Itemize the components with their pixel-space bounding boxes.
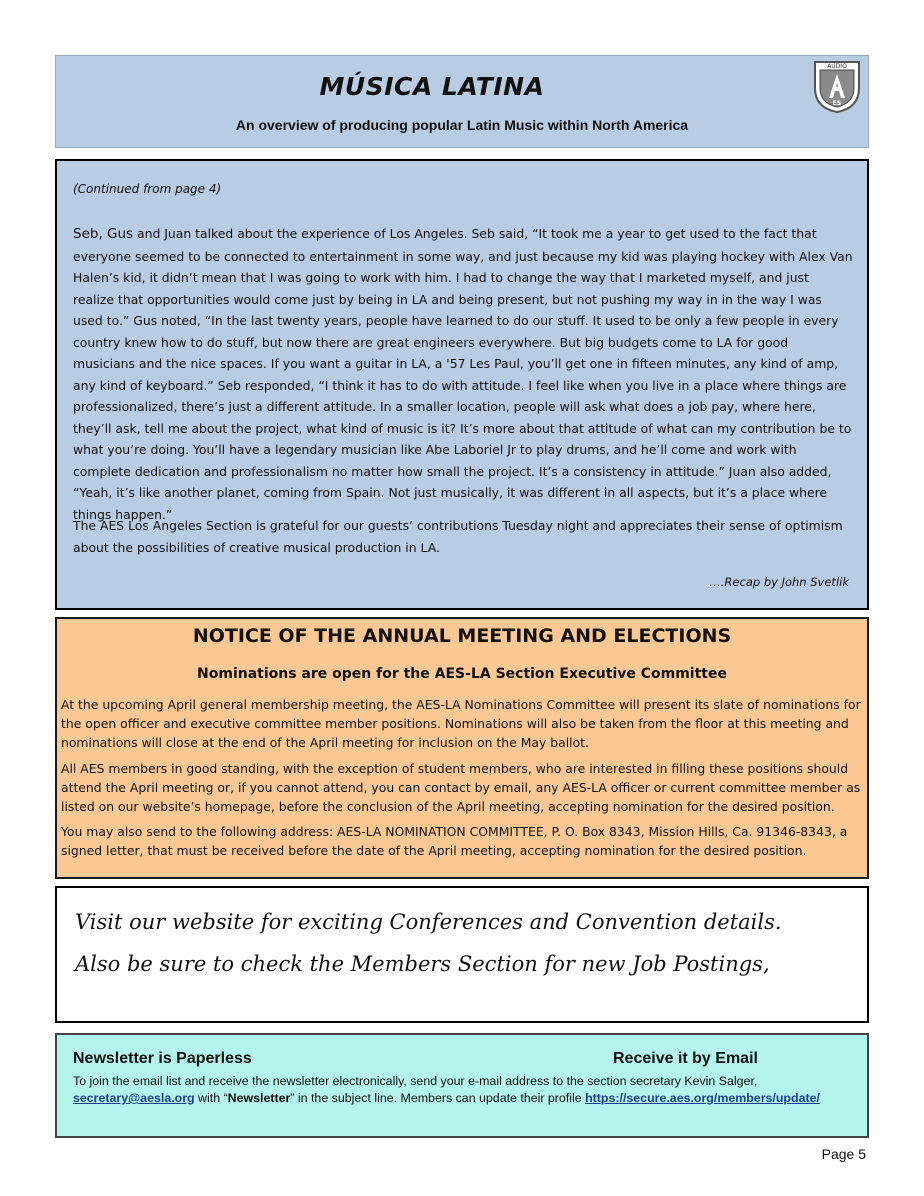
- svg-text:AUDIO: AUDIO: [827, 63, 847, 70]
- promo-line-1: Visit our website for exciting Conferences and Convention details.: [75, 910, 782, 934]
- notice-paragraph-1: At the upcoming April general membership meeting, the AES-LA Nominations Committee will present its slate of nominations for the open officer and executive committee member positions. Nominations will also be taken from the floor at this meeting and nominations will close at the end of the April meeting for inclusion on the May ballot.: [61, 697, 861, 751]
- instructions-text-3: ” in the subject line. Members can update their profile: [290, 1091, 586, 1105]
- svg-text:ES: ES: [832, 100, 842, 107]
- aes-logo-icon: [812, 58, 862, 114]
- speaker-names: Seb, Gus: [73, 226, 134, 242]
- recap-paragraph-1: [73, 223, 853, 525]
- newsletter-box: [55, 1033, 869, 1138]
- recap-paragraph-2: The AES Los Angeles Section is grateful for our guests’ contributions Tuesday night and appreciates their sense of optimism about the possibilities of creative musical production in LA.: [73, 518, 843, 555]
- recap-paragraph-1-text: and Juan talked about the experience of Los Angeles. Seb said, “It took me a year to get used to the fact that everyone seemed to be connected to entertainment in some way, and just because my kid was playing hockey with Alex Van Halen’s kid, it didn’t mean that I was going to work with him. I had to change the way that I marketed myself, and just realize that opportunities would come just by being in LA and being present, but not pushing my way in in the way I was used to.” Gus noted, “In the last twenty years, people have learned to do our stuff. It used to be only a few people in every country knew how to do stuff, but now there are great engineers everywhere. But big budgets come to LA for good musicians and the nice spaces. If you want a guitar in LA, a '57 Les Paul, you’ll get one in fifteen minutes, any kind of amp, any kind of keyboard.” Seb responded, “I think it has to do with attitude. I feel like when you live in a place where things are professionalized, there’s just a different attitude. In a smaller location, people will ask what does a job pay, where here, they’ll ask, tell me about the project, what kind of music is it? It’s more about that attitude of what can my contribution be to what you’re doing. You’ll have a legendary musician like Abe Laboriel Jr to play drums, and he’ll come and work with complete dedication and professionalism no matter how small the project. It’s a consistency in attitude.” Juan also added, “Yeah, it’s like another planet, coming from Spain. Not just musically, it was different in all aspects, but it’s a place where things happen.”: [73, 226, 853, 522]
- recap-credit: ….Recap by John Svetlik: [709, 575, 849, 589]
- annual-meeting-notice: [55, 617, 869, 879]
- recap-article: [55, 159, 869, 610]
- title-banner: [55, 55, 869, 148]
- instructions-text-2: with “: [194, 1091, 228, 1105]
- member-profile-link[interactable]: https://secure.aes.org/members/update/: [585, 1091, 820, 1105]
- page-number: Page 5: [821, 1146, 866, 1162]
- page-title: MÚSICA LATINA: [319, 72, 545, 101]
- notice-paragraph-2: All AES members in good standing, with the exception of student members, who are interested in filling these positions should attend the April meeting or, if you cannot attend, you can contact by email, any AES-LA officer or current committee member as listed on our website’s homepage, before the conclusion of the April meeting, accepting nomination for the desired position.: [61, 761, 861, 815]
- continued-note: (Continued from page 4): [73, 182, 222, 196]
- page-subtitle: An overview of producing popular Latin Music within North America: [235, 117, 689, 133]
- secretary-email-link[interactable]: secretary@aesla.org: [73, 1091, 195, 1105]
- instructions-text-1: To join the email list and receive the newsletter electronically, send your e-mail address to the section secretary Kevin Salger,: [73, 1074, 758, 1088]
- newsletter-heading: Newsletter is Paperless: [73, 1050, 252, 1067]
- newsletter-instructions: [73, 1073, 858, 1107]
- receive-by-email-heading: Receive it by Email: [613, 1050, 758, 1067]
- newsletter-keyword: Newsletter: [227, 1091, 291, 1105]
- website-promo: [55, 886, 869, 1023]
- notice-paragraph-3: You may also send to the following address: AES-LA NOMINATION COMMITTEE, P. O. Box 8343, Mission Hills, Ca. 91346-8343, a signed letter, that must be received before the date of the April meeting, accepting nomination for the desired position.: [61, 824, 848, 859]
- notice-title: NOTICE OF THE ANNUAL MEETING AND ELECTIONS: [192, 625, 732, 647]
- promo-line-2: Also be sure to check the Members Section for new Job Postings,: [75, 952, 770, 976]
- notice-subtitle: Nominations are open for the AES-LA Section Executive Committee: [197, 666, 727, 682]
